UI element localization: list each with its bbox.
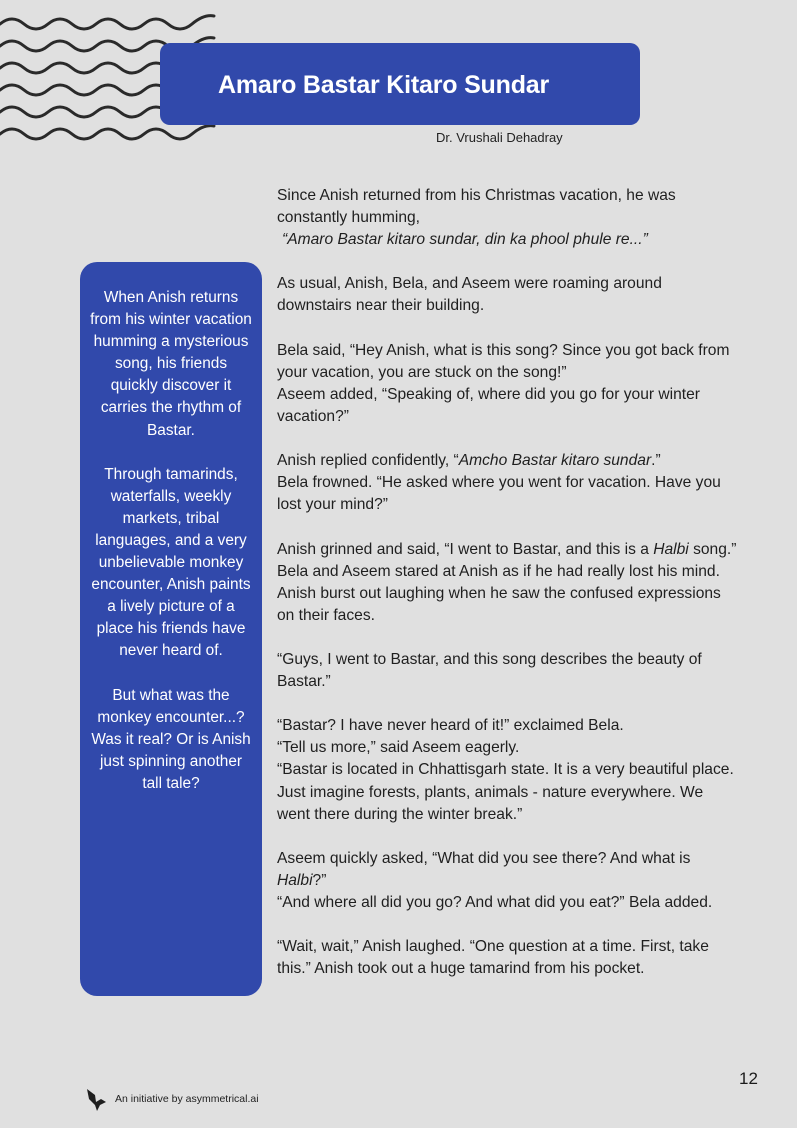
story-line: Bela said, “Hey Anish, what is this song? Since you got back from your vacation, you are stuck on the song!” (277, 341, 730, 381)
page-title: Amaro Bastar Kitaro Sundar (218, 70, 549, 99)
story-text-part: song.” Bela and Aseem stared at Anish as if he had really lost his mind. Anish burst out laughing when he saw the confused expressions on their faces. (277, 540, 737, 624)
bird-logo-icon (86, 1087, 106, 1111)
story-text-part: Anish replied confidently, “ (277, 452, 459, 470)
story-paragraph: “Guys, I went to Bastar, and this song describes the beauty of Bastar.” (277, 650, 702, 691)
story-line: “Bastar? I have never heard of it!” exclaimed Bela. (277, 717, 624, 735)
story-text-part: Aseem quickly asked, “What did you see there? And what is (277, 849, 691, 867)
page-number: 12 (739, 1069, 758, 1088)
sidebar-paragraph: When Anish returns from his winter vacation humming a mysterious song, his friends quickly discover it carries the rhythm of Bastar. (90, 289, 252, 439)
sidebar-paragraph: Through tamarinds, waterfalls, weekly markets, tribal languages, and a very unbelievable monkey encounter, Anish paints a lively picture of a place his friends have never heard of. (91, 465, 251, 660)
story-text-part: Anish grinned and said, “I went to Bastar, and this is a (277, 540, 654, 558)
footer (86, 1087, 259, 1111)
story-line: “And where all did you go? And what did you eat?” Bela added. (277, 894, 713, 911)
italic-word: Halbi (653, 540, 689, 558)
story-paragraph (277, 340, 737, 428)
story-text-part: ?” (312, 871, 327, 889)
title-banner (160, 43, 640, 125)
story-line: Bela frowned. “He asked where you went for vacation. Have you lost your mind?” (277, 474, 721, 514)
story-text-part: .” (651, 452, 661, 470)
story-paragraph (277, 848, 737, 914)
story-text (277, 185, 737, 1002)
song-lyric: “Amaro Bastar kitaro sundar, din ka phool phule re...” (282, 231, 648, 249)
story-line: Aseem added, “Speaking of, where did you go for your winter vacation?” (277, 385, 701, 425)
wave-line (0, 126, 214, 139)
sidebar-paragraph: But what was the monkey encounter...? Was it real? Or is Anish just spinning another tall tale? (91, 686, 251, 792)
italic-word: Halbi (277, 871, 313, 889)
story-paragraph (277, 185, 737, 251)
story-paragraph: “Wait, wait,” Anish laughed. “One question at a time. First, take this.” Anish took out a huge tamarind from his pocket. (277, 938, 709, 978)
story-line: “Tell us more,” said Aseem eagerly. (277, 739, 520, 757)
author-name: Dr. Vrushali Dehadray (436, 130, 563, 145)
footer-credit: An initiative by asymmetrical.ai (115, 1093, 259, 1105)
story-paragraph (277, 715, 737, 825)
italic-phrase: Amcho Bastar kitaro sundar (458, 452, 652, 470)
summary-sidebar (80, 262, 262, 996)
story-line: “Bastar is located in Chhattisgarh state. It is a very beautiful place. Just imagine forests, plants, animals - nature everywhere. We went there during the winter break.” (277, 761, 734, 823)
story-paragraph: As usual, Anish, Bela, and Aseem were roaming around downstairs near their building. (277, 275, 662, 315)
story-paragraph (277, 539, 737, 627)
story-line: Since Anish returned from his Christmas vacation, he was constantly humming, (277, 187, 676, 227)
wave-line (0, 16, 214, 29)
story-paragraph (277, 450, 737, 516)
